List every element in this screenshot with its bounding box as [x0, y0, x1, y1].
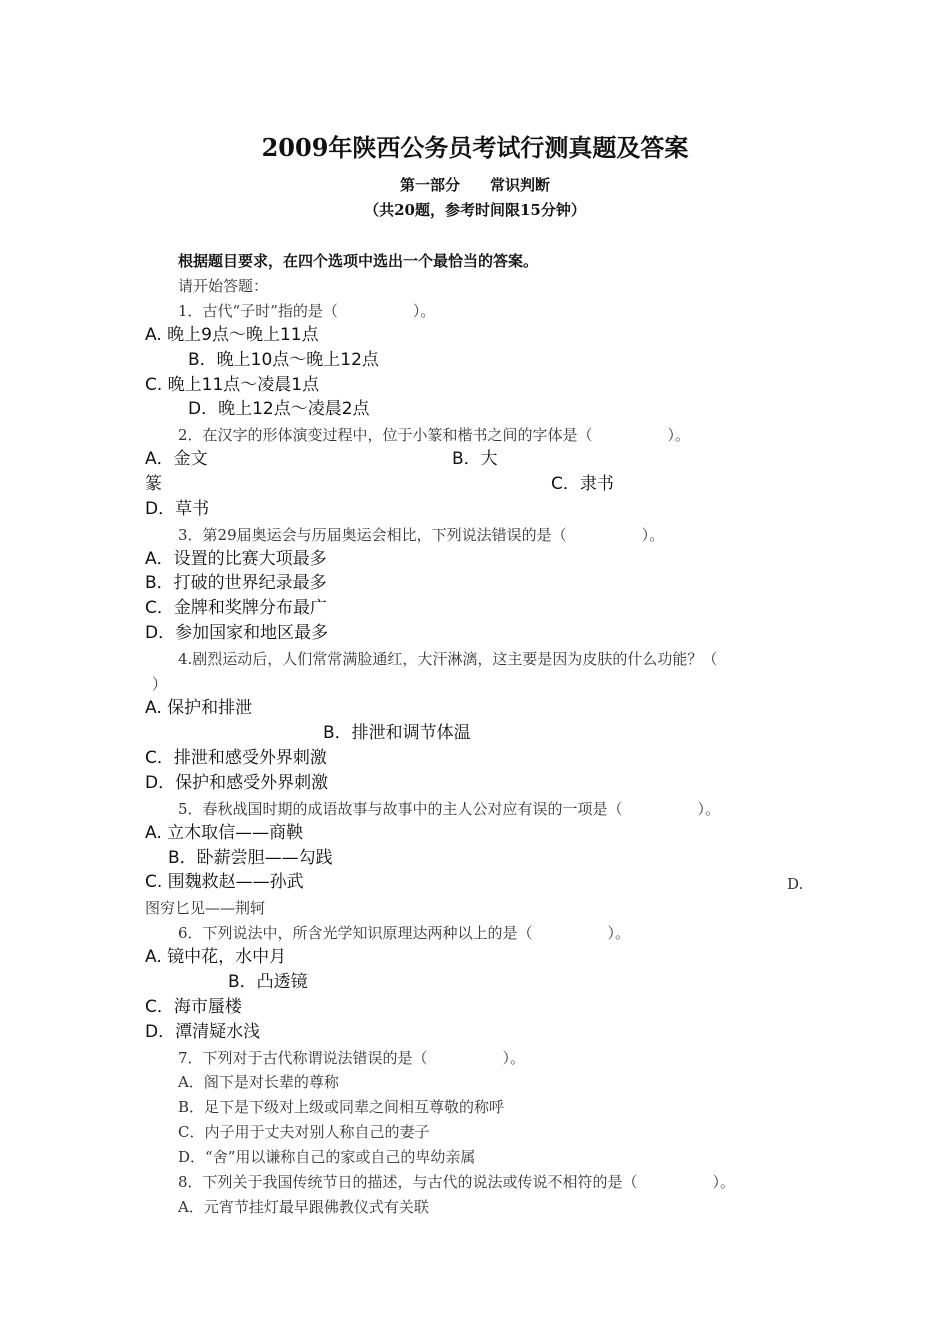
question-3-option-c: C．金牌和奖牌分布最广 [145, 598, 327, 618]
question-6-option-b: B．凸透镜 [228, 972, 308, 992]
question-3-option-d: D．参加国家和地区最多 [145, 623, 329, 643]
section-note: （共20题，参考时间限15分钟） [364, 201, 586, 219]
question-6-option-a: A. 镜中花，水中月 [145, 947, 287, 967]
question-4-stem: 4.剧烈运动后，人们常常满脸通红，大汗淋漓，这主要是因为皮肤的什么功能？（ [178, 650, 718, 668]
question-1-option-c: C. 晚上11点～凌晨1点 [145, 375, 320, 395]
question-1-option-d: D．晚上12点～凌晨2点 [188, 399, 370, 419]
section-heading: 第一部分 常识判断 [399, 176, 550, 194]
question-6-option-c: C．海市蜃楼 [145, 997, 242, 1017]
question-7-option-a: A．阁下是对长辈的尊称 [178, 1073, 339, 1091]
question-4-option-d: D．保护和感受外界刺激 [145, 773, 329, 793]
document-title: 2009年陕西公务员考试行测真题及答案 [261, 133, 689, 162]
question-1-option-a: A. 晚上9点～晚上11点 [145, 325, 319, 345]
start-prompt: 请开始答题： [178, 277, 269, 295]
question-5-option-b: B．卧薪尝胆——勾践 [168, 848, 333, 868]
question-4-option-a: A. 保护和排泄 [145, 698, 253, 718]
question-1-stem: 1．古代“子时”指的是（ ）。 [178, 302, 436, 320]
question-2-option-d: D．草书 [145, 499, 210, 519]
question-8-stem: 8．下列关于我国传统节日的描述，与古代的说法或传说不相符的是（ ）。 [178, 1173, 736, 1191]
question-7-stem: 7．下列对于古代称谓说法错误的是（ ）。 [178, 1049, 526, 1067]
question-6-option-d: D．潭清疑水浅 [145, 1022, 261, 1042]
question-2-option-c: C．隶书 [551, 474, 614, 494]
question-7-option-c: C．内子用于丈夫对别人称自己的妻子 [178, 1123, 430, 1141]
question-4-option-c: C．排泄和感受外界刺激 [145, 748, 327, 768]
question-5-option-a: A. 立木取信——商鞅 [145, 823, 304, 843]
question-4-stem-wrap: ） [152, 675, 168, 693]
question-6-stem: 6．下列说法中，所含光学知识原理达两种以上的是（ ）。 [178, 924, 631, 942]
question-3-option-b: B．打破的世界纪录最多 [145, 573, 327, 593]
question-5-option-c: C. 围魏救赵——孙武 [145, 872, 304, 892]
question-7-option-d: D．“舍”用以谦称自己的家或自己的卑幼亲属 [178, 1148, 476, 1166]
question-5-stem: 5．春秋战国时期的成语故事与故事中的主人公对应有误的一项是（ ）。 [178, 800, 721, 818]
question-8-option-a: A．元宵节挂灯最早跟佛教仪式有关联 [178, 1198, 429, 1216]
question-2-option-b-wrap: 篆 [145, 474, 162, 494]
question-1-option-b: B．晚上10点～晚上12点 [188, 350, 379, 370]
question-3-option-a: A．设置的比赛大项最多 [145, 549, 327, 569]
question-7-option-b: B．足下是下级对上级或同辈之间相互尊敬的称呼 [178, 1098, 505, 1116]
instructions-text: 根据题目要求，在四个选项中选出一个最恰当的答案。 [178, 252, 539, 270]
question-3-stem: 3．第29届奥运会与历届奥运会相比，下列说法错误的是（ ）。 [178, 526, 665, 544]
question-2-option-a: A．金文 [145, 449, 208, 469]
question-2-stem: 2．在汉字的形体演变过程中，位于小篆和楷书之间的字体是（ ）。 [178, 426, 691, 444]
question-5-option-d-letter: D. [787, 875, 804, 893]
question-5-option-d: 图穷匕见——荆轲 [145, 899, 266, 917]
question-4-option-b: B．排泄和调节体温 [323, 723, 471, 743]
question-2-option-b: B．大 [452, 449, 498, 469]
